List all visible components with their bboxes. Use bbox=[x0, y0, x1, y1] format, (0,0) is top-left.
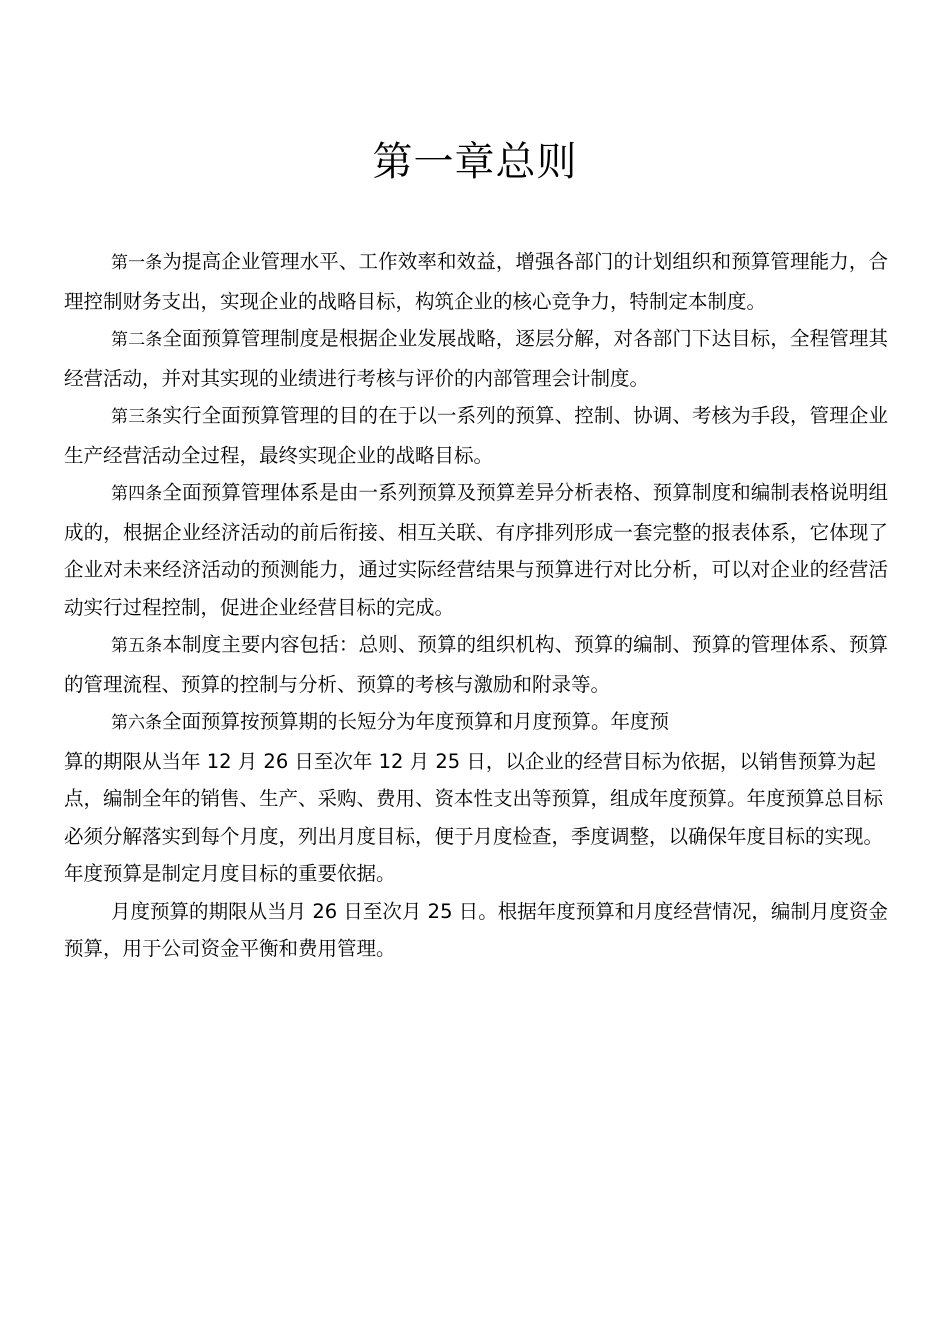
article-2-number: 第二条 bbox=[111, 330, 163, 350]
article-5-paragraph bbox=[64, 626, 888, 703]
article-6-paragraph bbox=[64, 703, 888, 893]
monthly-budget-paragraph bbox=[64, 893, 888, 968]
article-4-text: 全面预算管理体系是由一系列预算及预算差异分析表格、预算制度和编制表格说明组成的，根据企业经济活动的前后衔接、相互关联、有序排列形成一套完整的报表体系，它体现了企业对未来经济活动的预测能力，通过实际经营结果与预算进行对比分析，可以对企业的经营活动实行过程控制，促进企业经营目标的完成。 bbox=[64, 481, 888, 619]
article-4-number: 第四条 bbox=[111, 484, 163, 504]
article-3-number: 第三条 bbox=[111, 407, 163, 427]
article-6-text-rest: 算的期限从当年 12 月 26 日至次年 12 月 25 日，以企业的经营目标为依据，以销售预算为起点，编制全年的销售、生产、采购、费用、资本性支出等预算，组成年度预算。年度预算总目标必须分解落实到每个月度，列出月度目标，便于月度检查，季度调整，以确保年度目标的实现。年度预算是制定月度目标的重要依据。 bbox=[64, 749, 884, 885]
article-3-text: 实行全面预算管理的目的在于以一系列的预算、控制、协调、考核为手段，管理企业生产经营活动全过程，最终实现企业的战略目标。 bbox=[64, 404, 888, 467]
article-5-text: 本制度主要内容包括：总则、预算的组织机构、预算的编制、预算的管理体系、预算的管理流程、预算的控制与分析、预算的考核与激励和附录等。 bbox=[64, 633, 888, 696]
article-1-number: 第一条 bbox=[111, 253, 163, 273]
article-5-number: 第五条 bbox=[111, 636, 163, 656]
article-6-number: 第六条 bbox=[111, 713, 162, 733]
document-body bbox=[64, 243, 888, 968]
article-2-paragraph bbox=[64, 320, 888, 397]
article-3-paragraph bbox=[64, 397, 888, 474]
article-2-text: 全面预算管理制度是根据企业发展战略，逐层分解，对各部门下达目标，全程管理其经营活动，并对其实现的业绩进行考核与评价的内部管理会计制度。 bbox=[64, 327, 888, 390]
chapter-title: 第一章总则 bbox=[372, 139, 578, 185]
monthly-budget-text: 月度预算的期限从当月 26 日至次月 25 日。根据年度预算和月度经营情况，编制月度资金预算，用于公司资金平衡和费用管理。 bbox=[64, 899, 888, 960]
article-1-paragraph bbox=[64, 243, 888, 320]
article-6-text-line1: 全面预算按预算期的长短分为年度预算和月度预算。年度预 bbox=[162, 710, 670, 733]
article-1-text: 为提高企业管理水平、工作效率和效益，增强各部门的计划组织和预算管理能力，合理控制财务支出，实现企业的战略目标，构筑企业的核心竞争力，特制定本制度。 bbox=[64, 250, 888, 313]
article-4-paragraph bbox=[64, 474, 888, 626]
